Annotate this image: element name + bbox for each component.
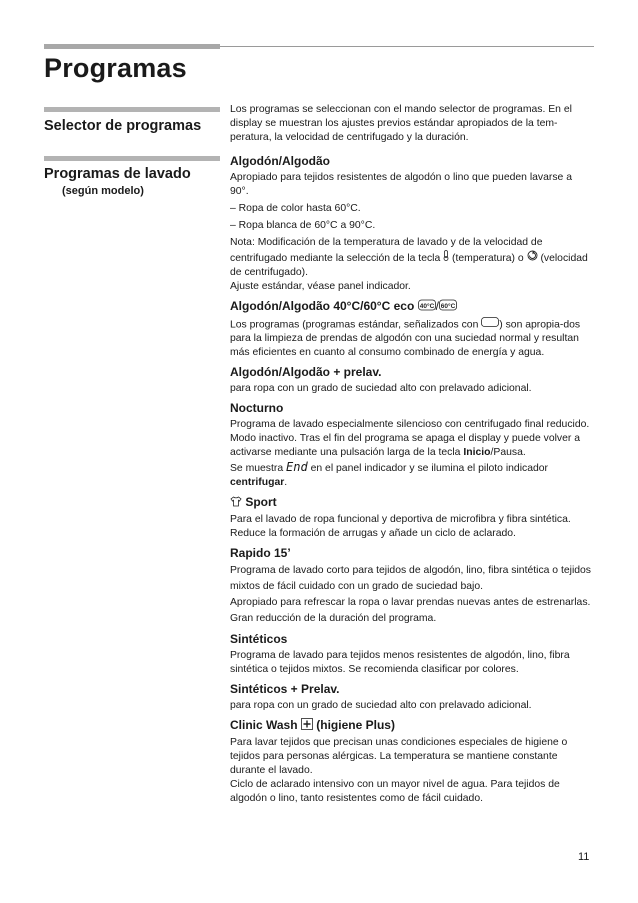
- section-bar-selector: [44, 107, 220, 112]
- nocturno-desc1: Programa de lavado especialmente silencioso con centrifugado final reducido.: [230, 419, 590, 431]
- eco-60-label: 60°C: [440, 303, 456, 310]
- rapido-title: Rapido 15’: [230, 545, 291, 560]
- prelav-desc: para ropa con un grado de suciedad alto con prelavado adicional.: [230, 383, 532, 395]
- nocturno-desc3-a: Se muestra: [230, 463, 287, 475]
- nocturno-desc3: [230, 460, 592, 490]
- spin-icon: [527, 250, 538, 266]
- page-title: Programas: [44, 53, 187, 83]
- centrifugar-label: centrifugar: [230, 477, 285, 489]
- clinic-title-b: (higiene Plus): [316, 717, 395, 732]
- algodon-note: [230, 236, 592, 280]
- eco-desc: [230, 317, 592, 360]
- eco-title-text: Algodón/Algodão 40°C/60°C eco: [230, 299, 415, 314]
- eco-desc-b: ) son apropia-dos para la limpieza de prendas de algodón con una suciedad normal y resultan más eficientes en cuanto al consumo combinado de energía y agua.: [230, 319, 581, 359]
- note-text-b: (temperatura) o: [452, 252, 524, 264]
- eco-title: Algodón/Algodão 40°C/60°C eco 40°C / 60°C: [230, 299, 456, 314]
- standard-program-icon: [481, 317, 499, 332]
- sport-title: [230, 495, 592, 510]
- algodon-desc: Apropiado para tejidos resistentes de algodón o lino que pueden lavarse a 90°.: [230, 172, 572, 197]
- title-bar: [44, 44, 220, 49]
- algodon-item-white: – Ropa blanca de 60°C a 90°C.: [230, 220, 376, 231]
- clinic-title: [230, 718, 592, 734]
- page-number: 11: [578, 851, 590, 863]
- sinteticos-title: Sintéticos: [230, 631, 288, 646]
- prelav-title: Algodón/Algodão + prelav.: [230, 365, 382, 380]
- content-column: [230, 103, 592, 809]
- nocturno-desc3-c: .: [284, 477, 288, 489]
- nocturno-desc2: [230, 432, 592, 460]
- eco-desc-a: Los programas (programas estándar, señalizados con: [230, 319, 479, 331]
- note-text-a: Nota: Modificación de la temperatura de lavado y de la velocidad de centrifugado mediante la selección de la tecla: [230, 237, 543, 264]
- eco-40-icon: [418, 299, 436, 315]
- nocturno-desc2-b: /Pausa.: [490, 447, 526, 459]
- inicio-key-label: Inicio: [463, 447, 491, 459]
- intro-text: Los programas se seleccionan con el mando selector de programas. En el display se muestran los ajustes previos estándar apropiados de la tem-peratura, la velocidad de centrifugado y la duración.: [230, 104, 572, 143]
- nocturno-desc3-b: en el panel indicador y se ilumina el piloto indicador: [307, 463, 549, 475]
- note-text-c: (velocidad de centrifugado).: [230, 252, 588, 278]
- end-display-symbol: End: [286, 460, 308, 475]
- sinteticos-prelav-title: Sintéticos + Prelav.: [230, 681, 340, 696]
- sinteticos-desc: Programa de lavado para tejidos menos resistentes de algodón, lino, fibra sintética o tejidos mixtos. Se recomienda clasificar por colores.: [230, 649, 570, 675]
- clinic-desc1: Para lavar tejidos que precisan unas condiciones especiales de higiene o tejidos para personas alérgicas. La temperatura se mantiene constante durante el lavado.: [230, 736, 568, 776]
- wash-subheading: (según modelo): [62, 185, 144, 197]
- note-text-d: Ajuste estándar, véase panel indicador.: [230, 281, 411, 292]
- sinteticos-prelav-desc: para ropa con un grado de suciedad alto con prelavado adicional.: [230, 699, 532, 711]
- clinic-title-a: Clinic Wash: [230, 717, 298, 732]
- wash-heading: Programas de lavado: [44, 166, 191, 182]
- nocturno-desc2-a: Modo inactivo. Tras el fin del programa se apaga el display y puede volver a activarse mediante una pulsación larga de la tecla: [230, 433, 581, 459]
- eco-60-icon: [439, 299, 457, 315]
- section-bar-wash: [44, 156, 220, 161]
- algodon-title: Algodón/Algodão: [230, 154, 330, 168]
- eco-40-label: 40°C: [419, 303, 434, 310]
- sport-desc: Para el lavado de ropa funcional y deportiva de microfibra y fibra sintética. Reduce la formación de arrugas y añade un ciclo de aclarado.: [230, 513, 571, 539]
- clinic-desc2: Ciclo de aclarado intensivo con un mayor nivel de agua. Para tejidos de algodón o lino, tanto resistentes como de fácil cuidado.: [230, 778, 560, 804]
- algodon-item-color: – Ropa de color hasta 60°C.: [230, 203, 361, 214]
- thermometer-icon: [443, 250, 449, 266]
- rapido-desc1: Programa de lavado corto para tejidos de algodón, lino, fibra sintética o tejidos mixtos de fácil cuidado con un grado de suciedad bajo.: [230, 564, 592, 592]
- hygiene-icon: [301, 718, 313, 734]
- nocturno-title: Nocturno: [230, 401, 284, 416]
- sport-title-text: Sport: [245, 495, 277, 510]
- shirt-icon: [230, 496, 242, 511]
- selector-heading: Selector de programas: [44, 118, 202, 134]
- rapido-desc2: Apropiado para refrescar la ropa o lavar prendas nuevas antes de estrenarlas. Gran reducción de la duración del programa.: [230, 596, 591, 624]
